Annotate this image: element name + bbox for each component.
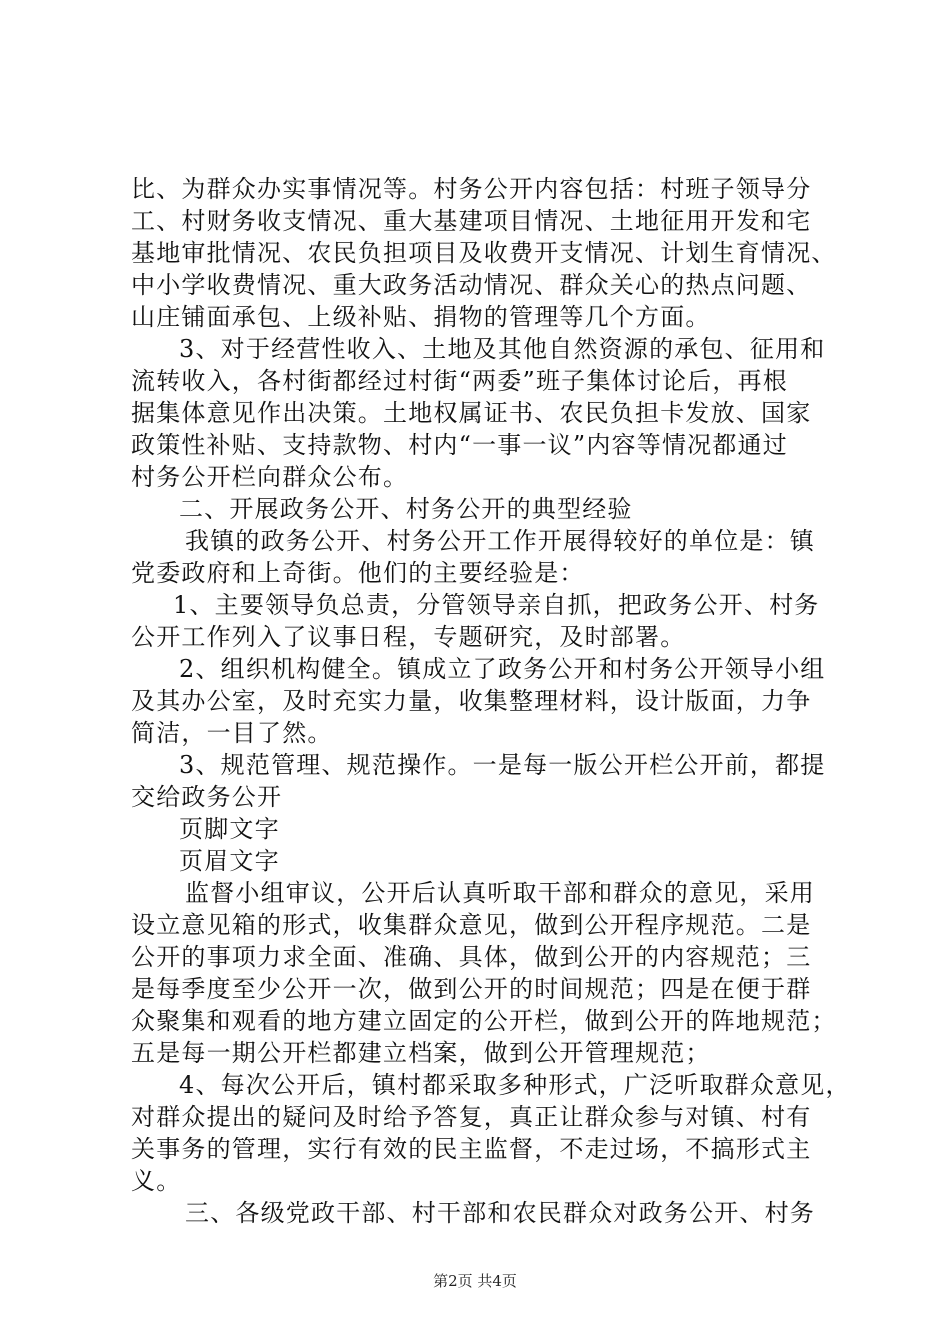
header-placeholder-text: 页眉文字 bbox=[179, 847, 280, 875]
text-line: 及其办公室，及时充实力量，收集整理材料，设计版面，力争 bbox=[131, 687, 812, 715]
text-line: 公开工作列入了议事日程，专题研究，及时部署。 bbox=[131, 623, 686, 651]
section-heading: 三、各级党政干部、村干部和农民群众对政务公开、村务 bbox=[185, 1199, 815, 1227]
page-footer bbox=[0, 1271, 950, 1291]
text-line: 五是每一期公开栏都建立档案，做到公开管理规范； bbox=[131, 1039, 711, 1067]
text-line: 关事务的管理，实行有效的民主监督，不走过场，不搞形式主 bbox=[131, 1135, 812, 1163]
text-line: 村务公开栏向群众公布。 bbox=[131, 463, 409, 491]
text-line: 山庄铺面承包、上级补贴、捐物的管理等几个方面。 bbox=[131, 303, 711, 331]
text-line: 中小学收费情况、重大政务活动情况、群众关心的热点问题、 bbox=[131, 271, 812, 299]
text-line: 工、村财务收支情况、重大基建项目情况、土地征用开发和宅 bbox=[131, 207, 812, 235]
text-line: 对群众提出的疑问及时给予答复，真正让群众参与对镇、村有 bbox=[131, 1103, 812, 1131]
section-heading: 二、开展政务公开、村务公开的典型经验 bbox=[179, 495, 633, 523]
text-line: 党委政府和上奇街。他们的主要经验是： bbox=[131, 559, 585, 587]
text-line: 流转收入，各村街都经过村街“两委”班子集体讨论后，再根 bbox=[131, 367, 788, 395]
text-line: 政策性补贴、支持款物、村内“一事一议”内容等情况都通过 bbox=[131, 431, 788, 459]
text-line: 众聚集和观看的地方建立固定的公开栏，做到公开的阵地规范； bbox=[131, 1007, 837, 1035]
text-line: 基地审批情况、农民负担项目及收费开支情况、计划生育情况、 bbox=[131, 239, 837, 267]
text-line: 简洁，一目了然。 bbox=[131, 719, 333, 747]
text-line: 义。 bbox=[131, 1167, 182, 1195]
text-line: 设立意见箱的形式，收集群众意见，做到公开程序规范。二是 bbox=[131, 911, 812, 939]
text-line: 公开的事项力求全面、准确、具体，做到公开的内容规范；三 bbox=[131, 943, 812, 971]
text-line: 4、每次公开后，镇村都采取多种形式，广泛听取群众意见， bbox=[179, 1071, 851, 1099]
body-text bbox=[131, 173, 851, 1229]
text-line: 3、规范管理、规范操作。一是每一版公开栏公开前，都提 bbox=[179, 751, 826, 779]
page-number: 第2页 共4页 bbox=[433, 1272, 517, 1290]
text-line: 交给政务公开 bbox=[131, 783, 283, 811]
text-line: 3、对于经营性收入、土地及其他自然资源的承包、征用和 bbox=[179, 335, 826, 363]
footer-placeholder-text: 页脚文字 bbox=[179, 815, 280, 843]
text-line: 2、组织机构健全。镇成立了政务公开和村务公开领导小组 bbox=[179, 655, 826, 683]
text-line: 我镇的政务公开、村务公开工作开展得较好的单位是：镇 bbox=[185, 527, 815, 555]
text-line: 比、为群众办实事情况等。村务公开内容包括：村班子领导分 bbox=[131, 175, 812, 203]
text-line: 据集体意见作出决策。土地权属证书、农民负担卡发放、国家 bbox=[131, 399, 812, 427]
text-line: 是每季度至少公开一次，做到公开的时间规范；四是在便于群 bbox=[131, 975, 812, 1003]
text-line: 监督小组审议，公开后认真听取干部和群众的意见，采用 bbox=[185, 879, 815, 907]
text-line: 1、主要领导负总责，分管领导亲自抓，把政务公开、村务 bbox=[173, 591, 820, 619]
